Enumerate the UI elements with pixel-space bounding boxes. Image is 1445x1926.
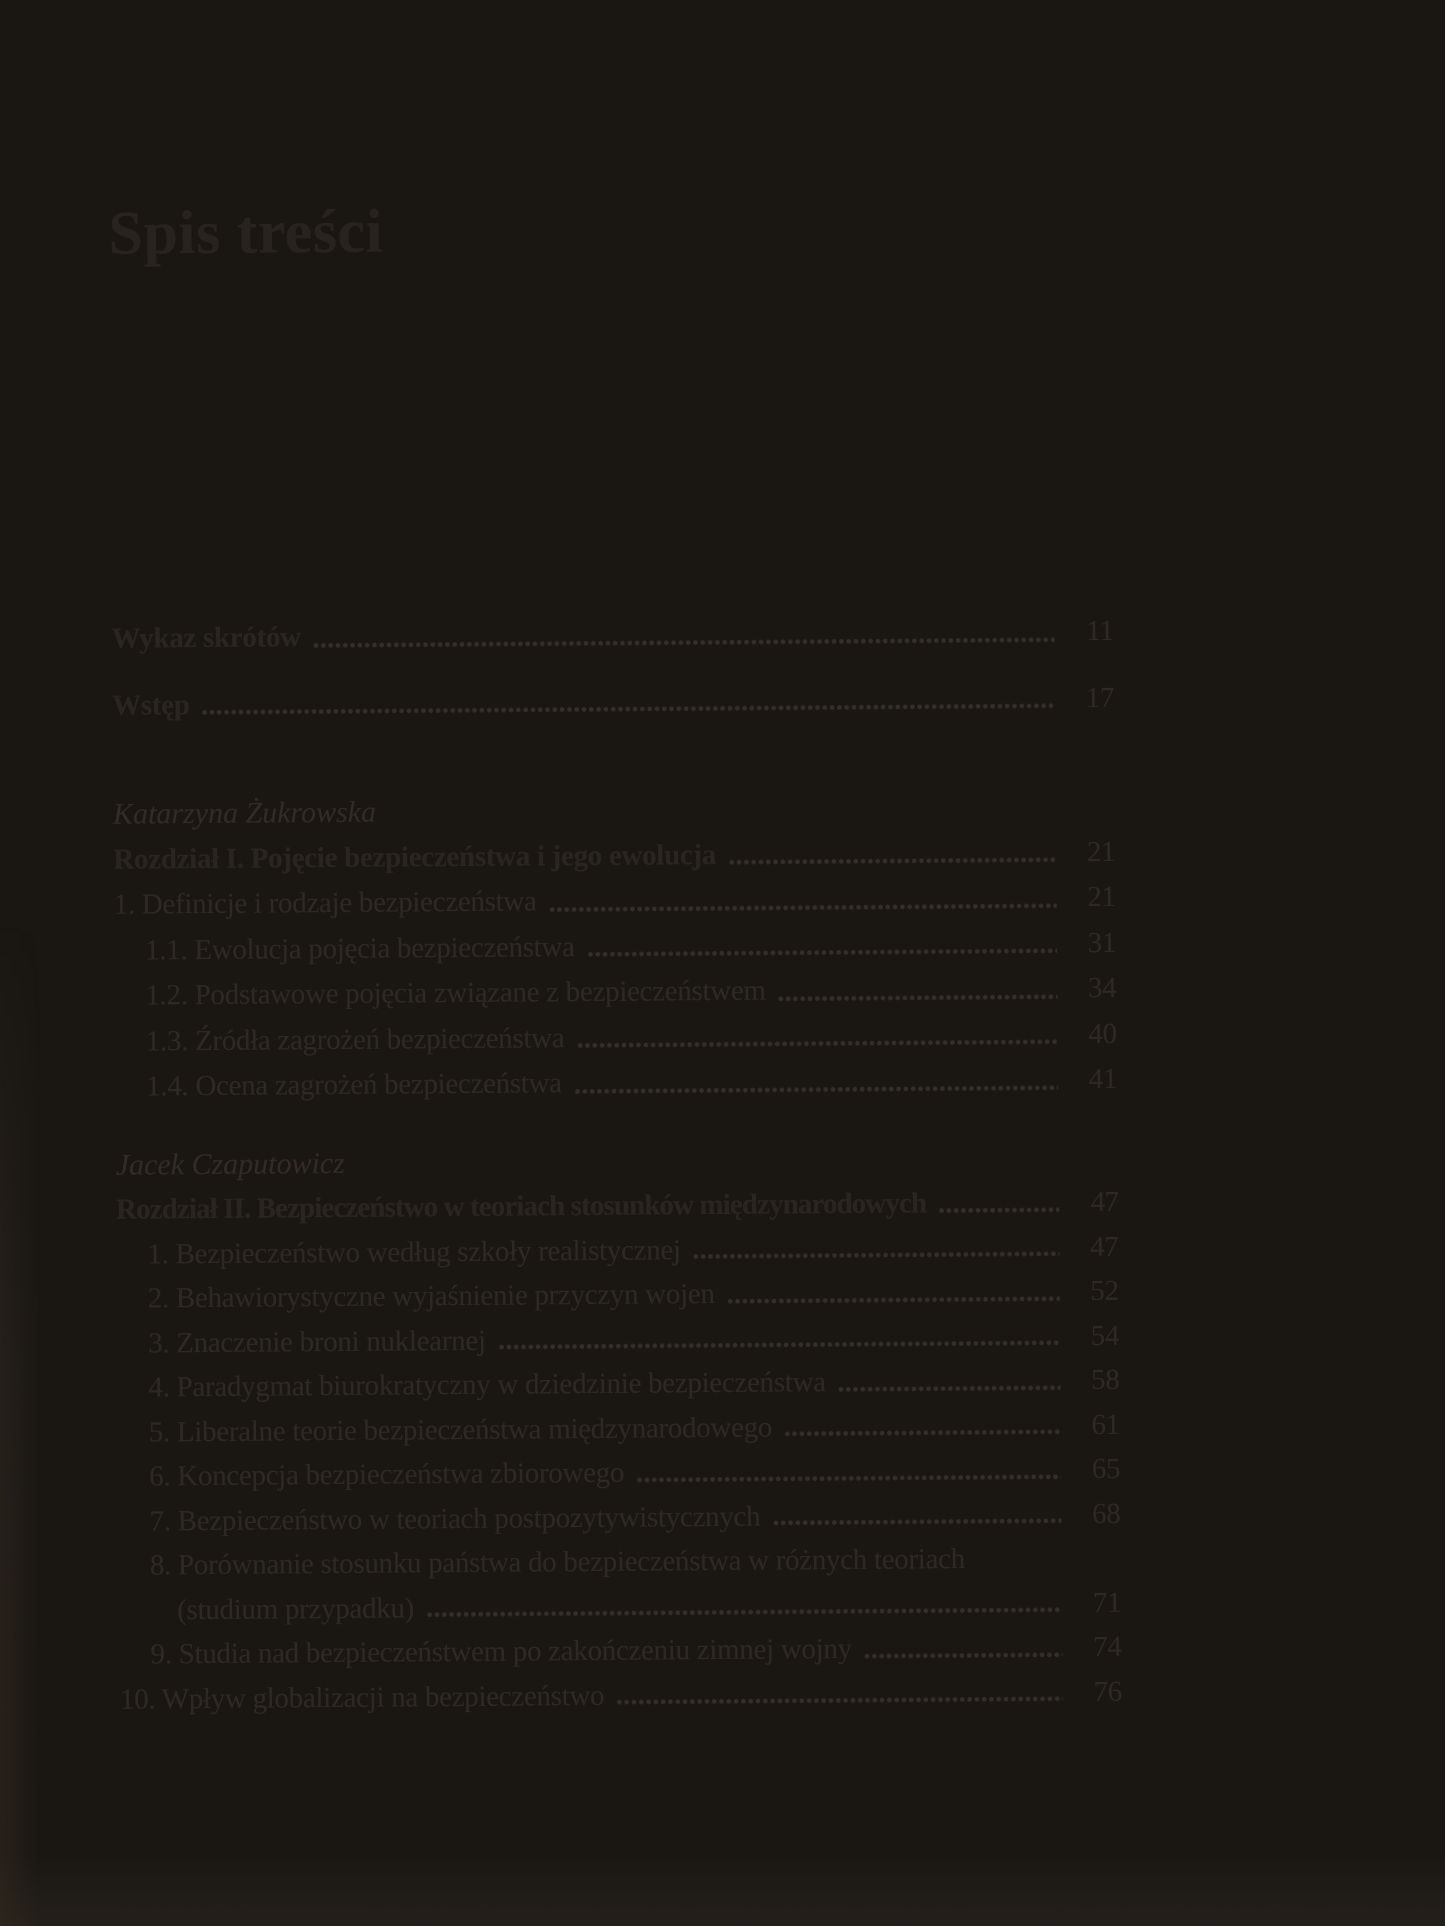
entry-label: 1. Bezpieczeństwo według szkoły realistycznej bbox=[147, 1233, 681, 1270]
dot-leader bbox=[938, 1206, 1059, 1214]
page-number: 11 bbox=[1086, 614, 1114, 648]
page-number: 21 bbox=[1086, 835, 1116, 868]
entry-label: 8. Porównanie stosunku państwa do bezpieczeństwa w różnych teoriach bbox=[149, 1543, 965, 1582]
toc-entry-row-continuation bbox=[119, 1580, 1121, 1632]
dot-leader bbox=[574, 1084, 1058, 1095]
page-number: 41 bbox=[1088, 1062, 1118, 1096]
page-number: 68 bbox=[1091, 1497, 1121, 1530]
entry-label: 5. Liberalne teorie bezpieczeństwa międzynarodowego bbox=[148, 1411, 773, 1448]
entry-label: 6. Koncepcja bezpieczeństwa zbiorowego bbox=[149, 1456, 625, 1493]
page-number: 76 bbox=[1093, 1675, 1123, 1708]
entry-label: Wykaz skrótów bbox=[111, 621, 301, 655]
toc-entry-row bbox=[117, 1313, 1119, 1365]
page-number: 21 bbox=[1087, 880, 1116, 914]
toc-entry-row bbox=[114, 875, 1116, 928]
dot-leader bbox=[549, 902, 1057, 913]
chapter-author: Katarzyna Żukrowska bbox=[112, 795, 377, 831]
toc-entry-row bbox=[116, 1224, 1118, 1276]
dot-leader bbox=[838, 1384, 1061, 1393]
toc-entry-row bbox=[115, 1057, 1117, 1110]
page-number: 58 bbox=[1090, 1363, 1120, 1397]
chapter-author: Jacek Czaputowicz bbox=[115, 1146, 345, 1182]
entry-label: 1.2. Podstawowe pojęcia związane z bezpieczeństwem bbox=[145, 974, 766, 1012]
bottom-shadow bbox=[0, 1856, 1445, 1926]
page-title: Spis treści bbox=[108, 197, 384, 268]
page-number: 17 bbox=[1085, 681, 1115, 714]
page-number: 47 bbox=[1090, 1185, 1119, 1219]
dot-leader bbox=[313, 636, 1055, 649]
table-of-contents-page bbox=[107, 0, 1122, 1722]
dot-leader bbox=[202, 702, 1056, 716]
page-number: 65 bbox=[1091, 1452, 1121, 1486]
page-number: 54 bbox=[1090, 1319, 1120, 1352]
entry-label: 1.1. Ewolucja pojęcia bezpieczeństwa bbox=[144, 930, 575, 966]
toc-entry-row bbox=[111, 609, 1113, 662]
dot-leader bbox=[728, 856, 1056, 866]
toc-entry-row bbox=[119, 1625, 1121, 1677]
toc-entry-row bbox=[114, 966, 1116, 1019]
page-number: 40 bbox=[1088, 1017, 1117, 1050]
dot-leader bbox=[587, 947, 1057, 958]
entry-label: 7. Bezpieczeństwo w teoriach postpozytywistycznych bbox=[149, 1500, 761, 1537]
toc-entry-row bbox=[115, 1011, 1117, 1064]
toc-entry-row bbox=[118, 1491, 1120, 1543]
entry-label: 1.3. Źródła zagrożeń bezpieczeństwa bbox=[145, 1021, 565, 1057]
entry-label: 4. Paradygmat biurokratyczny w dziedzinie bezpieczeństwa bbox=[148, 1366, 826, 1404]
dot-leader bbox=[693, 1250, 1060, 1260]
entry-label: 1. Definicje i rodzaje bezpieczeństwa bbox=[113, 885, 537, 921]
toc-entry-row bbox=[114, 920, 1116, 973]
page-number: 47 bbox=[1089, 1230, 1119, 1263]
dot-leader bbox=[784, 1428, 1061, 1437]
dot-leader bbox=[426, 1606, 1062, 1618]
toc-list bbox=[111, 609, 1122, 1722]
dot-leader bbox=[636, 1473, 1061, 1483]
toc-entry-row bbox=[118, 1402, 1120, 1454]
toc-entry-row bbox=[120, 1669, 1122, 1721]
entry-label: 10. Wpływ globalizacji na bezpieczeństwo bbox=[119, 1679, 605, 1716]
entry-label: Wstęp bbox=[112, 688, 190, 722]
dot-leader bbox=[576, 1038, 1057, 1049]
page-number: 52 bbox=[1090, 1274, 1119, 1308]
toc-entry-row bbox=[112, 675, 1114, 728]
entry-label: 2. Behawiorystyczne wyjaśnienie przyczyn wojen bbox=[147, 1278, 715, 1315]
chapter-title: Rozdział I. Pojęcie bezpieczeństwa i jego ewolucja bbox=[113, 838, 717, 876]
chapter-title-row bbox=[116, 1180, 1118, 1232]
page-number: 74 bbox=[1093, 1630, 1122, 1664]
toc-entry-row bbox=[117, 1358, 1119, 1410]
chapter-2-block bbox=[116, 1134, 1123, 1721]
toc-entry-row bbox=[119, 1536, 1121, 1588]
toc-entry-row bbox=[118, 1447, 1120, 1499]
entry-label: 3. Znaczenie broni nuklearnej bbox=[148, 1324, 486, 1359]
dot-leader bbox=[616, 1695, 1063, 1706]
page-number: 71 bbox=[1092, 1586, 1122, 1619]
page-number: 31 bbox=[1087, 926, 1117, 959]
page-edge-shadow bbox=[0, 924, 40, 1926]
dot-leader bbox=[778, 993, 1058, 1002]
dot-leader bbox=[864, 1651, 1063, 1660]
entry-label: 9. Studia nad bezpieczeństwem po zakończeniu zimnej wojny bbox=[150, 1632, 852, 1671]
chapter-title: Rozdział II. Bezpieczeństwo w teoriach stosunków międzynarodowych bbox=[115, 1187, 927, 1226]
entry-label: (studium przypadku) bbox=[177, 1591, 415, 1626]
dot-leader bbox=[772, 1517, 1061, 1526]
page-number: 61 bbox=[1091, 1408, 1120, 1441]
entry-label: 1.4. Ocena zagrożeń bezpieczeństwa bbox=[145, 1067, 562, 1103]
dot-leader bbox=[727, 1295, 1060, 1305]
chapter-title-row bbox=[113, 829, 1115, 882]
page-number: 34 bbox=[1087, 971, 1117, 1005]
dot-leader bbox=[498, 1339, 1061, 1350]
toc-entry-row bbox=[117, 1269, 1119, 1321]
